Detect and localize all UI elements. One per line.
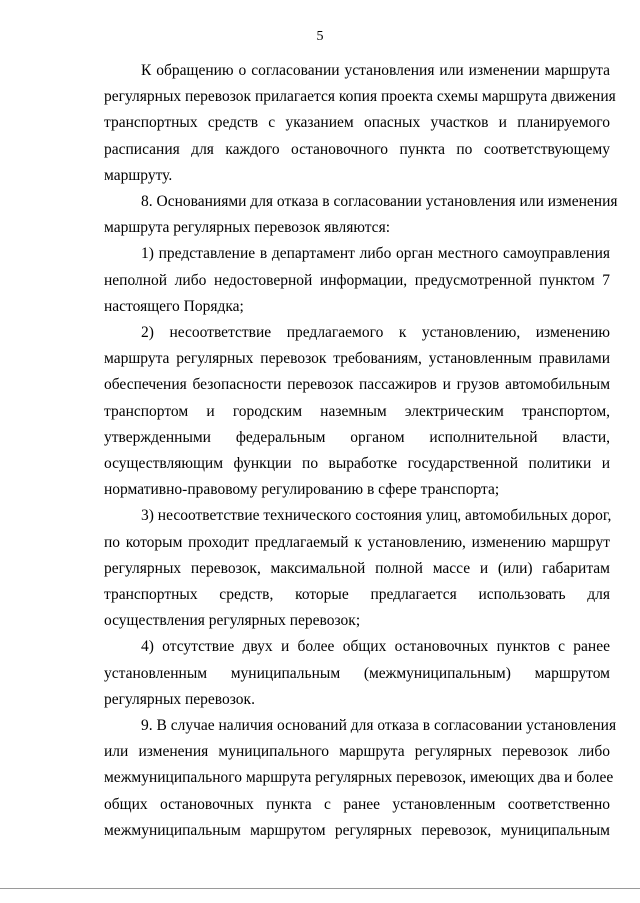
text-line: транспортных средств, которые предлагается использовать для — [104, 586, 610, 604]
page-bottom-edge — [0, 888, 640, 889]
text-line: регулярных перевозок прилагается копия проекта схемы маршрута движения — [104, 88, 616, 106]
text-line: межмуниципальным маршрутом регулярных перевозок, муниципальным — [104, 821, 610, 839]
text-line: маршрута регулярных перевозок требованиям, установленным правилами — [104, 350, 610, 368]
text-line: настоящего Порядка; — [104, 297, 244, 315]
text-line: установленным муниципальным (межмуниципальным) маршрутом — [104, 664, 610, 682]
text-line: транспортных средств с указанием опасных участков и планируемого — [104, 114, 610, 132]
text-line: межмуниципального маршрута регулярных перевозок, имеющих два и более — [104, 769, 614, 787]
text-line: 1) представление в департамент либо орган местного самоуправления — [141, 245, 610, 263]
text-line: общих остановочных пункта с ранее установленным соответственно — [104, 795, 610, 813]
text-line: или изменения муниципального маршрута регулярных перевозок либо — [104, 743, 610, 761]
text-line: маршруту. — [104, 166, 173, 184]
text-line: 2) несоответствие предлагаемого к установлению, изменению — [141, 324, 610, 342]
text-line: регулярных перевозок. — [104, 690, 255, 708]
document-body — [104, 58, 618, 844]
text-line: нормативно-правовому регулированию в сфере транспорта; — [104, 481, 500, 499]
text-line: 3) несоответствие технического состояния улиц, автомобильных дорог, — [141, 507, 612, 525]
text-line: транспортом и городским наземным электрическим транспортом, — [104, 402, 610, 420]
text-line: осуществления регулярных перевозок; — [104, 612, 361, 630]
text-line: утвержденными федеральным органом исполнительной власти, — [104, 428, 610, 446]
paragraph-attachment-requirements — [104, 58, 616, 189]
text-line: 4) отсутствие двух и более общих остановочных пунктов с ранее — [141, 638, 610, 656]
text-line: по которым проходит предлагаемый к установлению, изменению маршрут — [104, 533, 610, 551]
paragraph-subitem-2 — [104, 320, 610, 503]
text-line: расписания для каждого остановочного пункта по соответствующему — [104, 140, 610, 158]
page-number: 5 — [316, 29, 324, 44]
text-line: маршрута регулярных перевозок являются: — [104, 219, 391, 237]
text-line: регулярных перевозок, максимальной полной массе и (или) габаритам — [104, 559, 610, 577]
paragraph-item-9 — [104, 713, 617, 844]
text-line: неполной либо недостоверной информации, предусмотренной пунктом 7 — [104, 271, 610, 289]
text-line: обеспечения безопасности перевозок пассажиров и грузов автомобильным — [104, 376, 610, 394]
text-line: 8. Основаниями для отказа в согласовании установления или изменения — [141, 193, 618, 211]
text-line: осуществляющим функции по выработке государственной политики и — [104, 455, 610, 473]
paragraph-subitem-3 — [104, 503, 610, 634]
text-line: 9. В случае наличия оснований для отказа в согласовании установления — [141, 717, 617, 735]
paragraph-subitem-4 — [104, 634, 610, 713]
paragraph-item-8 — [104, 189, 618, 241]
paragraph-subitem-1 — [104, 241, 610, 320]
text-line: К обращению о согласовании установления или изменении маршрута — [141, 62, 610, 79]
